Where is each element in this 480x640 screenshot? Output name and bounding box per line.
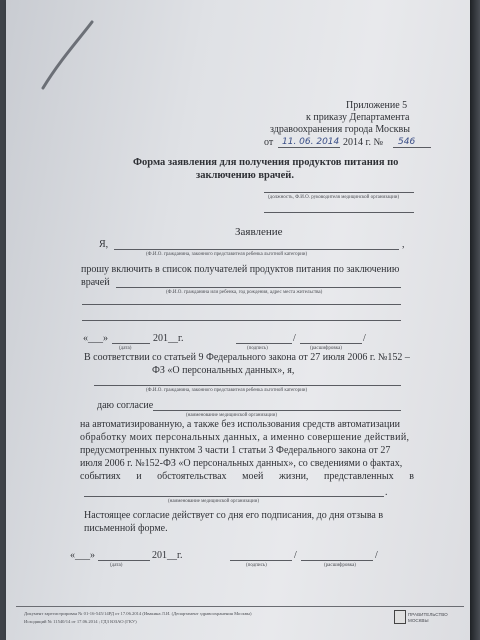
sign1-end-slash: / xyxy=(363,333,366,344)
validity-line2: письменной форме. xyxy=(84,523,168,534)
consent-line-2: обработку моих персональных данных, а именно совершение действий, xyxy=(80,432,410,443)
sign1-month-line xyxy=(112,343,150,344)
consent-word: жизни, xyxy=(279,471,309,482)
sign2-date-open: «___» xyxy=(70,550,95,561)
request-fill-line-3 xyxy=(82,320,401,321)
applicant-caption: (Ф.И.О. гражданина, законного представителя ребенка льготной категории) xyxy=(146,252,308,257)
consent-final-org-line xyxy=(84,496,384,497)
sign1-caption-date: (дата) xyxy=(119,346,132,351)
request-caption: (Ф.И.О. гражданина или ребенка, год рождения, адрес места жительства) xyxy=(166,290,323,295)
consent-caption: (наименование медицинской организации) xyxy=(186,413,278,418)
law-name-line xyxy=(94,385,401,386)
consent-line-4: июля 2006 г. №152-ФЗ «О персональных данных», со сведениями о фактах, xyxy=(80,458,403,469)
section-title: Заявление xyxy=(235,226,283,238)
applicant-suffix: , xyxy=(402,239,405,250)
consent-word: событиях xyxy=(80,471,121,482)
footer-brand-line1: ПРАВИТЕЛЬСТВО xyxy=(408,612,448,617)
sign1-caption-sign: (подпись) xyxy=(247,346,268,351)
request-line2: врачей xyxy=(81,277,110,288)
sign2-caption-date: (дата) xyxy=(110,563,123,568)
header-appendix: Приложение 5 xyxy=(346,100,408,111)
sign2-slash: / xyxy=(294,550,297,561)
consent-line-1: на автоматизированную, а также без использования средств автоматизации xyxy=(80,419,401,430)
sign1-caption-decode: (расшифровка) xyxy=(310,346,342,351)
request-fill-line-2 xyxy=(82,304,401,305)
header-date-handwritten: 11. 06. 2014 xyxy=(282,137,340,147)
sign2-caption-sign: (подпись) xyxy=(246,563,267,568)
consent-line-5 xyxy=(80,471,414,484)
consent-word: в xyxy=(409,471,414,482)
footer-brand-line2: МОСКВЫ xyxy=(408,618,429,623)
document-page xyxy=(6,0,470,640)
footer-outgoing: Исходящий № 11540/14 от 17.06.2014 ; ГДЗ ЮЗАО (ГКУ) xyxy=(24,619,137,624)
header-date-prefix: от xyxy=(264,137,274,148)
consent-word: обстоятельствах xyxy=(157,471,227,482)
consent-word: представленных xyxy=(324,471,394,482)
moscow-government-logo xyxy=(394,610,406,624)
form-title-line2: заключению врачей. xyxy=(196,170,294,181)
consent-prefix: даю согласие xyxy=(97,400,154,411)
consent-word: моей xyxy=(242,471,264,482)
recipient-line-2 xyxy=(264,212,414,213)
applicant-prefix: Я, xyxy=(99,239,109,250)
footer-registration: Документ зарегистрирован № 01-16-545/14РД от 17.06.2014 (Ивакина Л.И. (Департамент здравоохранения Москвы) xyxy=(24,611,252,616)
law-line1: В соответствии со статьей 9 Федерального закона от 27 июля 2006 г. №152 – xyxy=(84,352,410,363)
sign2-end-slash: / xyxy=(375,550,378,561)
consent-word: и xyxy=(136,471,142,482)
sign1-decode-line xyxy=(300,343,362,344)
header-order: к приказу Департамента xyxy=(306,112,410,123)
sign1-year: 201__г. xyxy=(153,333,184,344)
consent-line-3: предусмотренных пунктом 3 части 1 статьи 3 Федерального закона от 27 xyxy=(80,445,391,456)
consent-final-caption: (наименование медицинской организации) xyxy=(168,499,260,504)
recipient-caption: (должность, Ф.И.О. руководителя медицинской организации) xyxy=(268,195,400,200)
sign2-month-line xyxy=(98,560,150,561)
footer-divider xyxy=(16,606,464,607)
header-department: здравоохранения города Москвы xyxy=(270,124,410,135)
sign1-signature-line xyxy=(236,343,292,344)
background-edge xyxy=(470,0,480,640)
sign2-decode-line xyxy=(301,560,373,561)
sign2-caption-decode: (расшифровка) xyxy=(324,563,356,568)
sign1-date-open: «___» xyxy=(83,333,108,344)
consent-end-punct: . xyxy=(385,487,388,498)
sign1-slash: / xyxy=(293,333,296,344)
request-fill-line-1 xyxy=(116,287,401,288)
law-line2: ФЗ «О персональных данных», я, xyxy=(152,365,295,376)
validity-line1: Настоящее согласие действует со дня его подписания, до дня отзыва в xyxy=(84,510,384,521)
header-year-number: 2014 г. № xyxy=(343,137,384,148)
law-caption: (Ф.И.О. гражданина, законного представителя ребенка льготной категории) xyxy=(146,388,308,393)
recipient-line-1 xyxy=(264,192,414,193)
sign2-signature-line xyxy=(230,560,292,561)
header-number-handwritten: 546 xyxy=(398,137,416,147)
pen-stroke-mark xyxy=(40,20,94,90)
request-line1: прошу включить в список получателей продуктов питания по заключению xyxy=(81,264,400,275)
sign2-year: 201__г. xyxy=(152,550,183,561)
consent-org-line xyxy=(153,410,401,411)
form-title-line1: Форма заявления для получения продуктов питания по xyxy=(133,157,399,168)
applicant-line xyxy=(114,249,399,250)
